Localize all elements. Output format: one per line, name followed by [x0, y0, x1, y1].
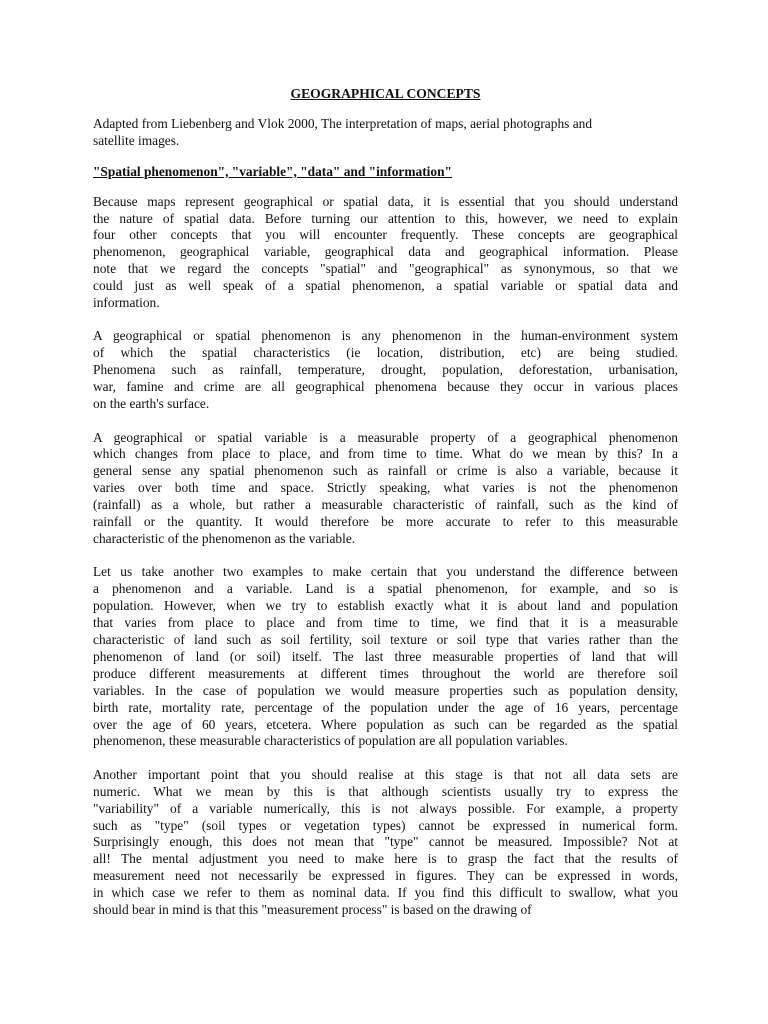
paragraph-line: numeric. What we mean by this is that although scientists usually try to express the	[93, 783, 678, 799]
paragraph-line: variables. In the case of population we would measure properties such as population density,	[93, 682, 678, 698]
paragraph-line: such as "type" (soil types or vegetation types) cannot be expressed in numerical form.	[93, 817, 678, 833]
body-paragraph	[93, 564, 678, 750]
source-line: satellite images.	[93, 132, 180, 148]
paragraph-line: in which case we refer to them as nominal data. If you find this difficult to swallow, what you	[93, 885, 678, 901]
section-heading: "Spatial phenomenon", "variable", "data" and "information"	[93, 163, 452, 179]
paragraph-line: Another important point that you should realise at this stage is that not all data sets are	[93, 766, 678, 782]
source-line: Adapted from Liebenberg and Vlok 2000, The interpretation of maps, aerial photographs and	[93, 115, 593, 131]
paragraph-line: information.	[93, 295, 160, 311]
document-body	[93, 86, 678, 935]
paragraph-line: (rainfall) as a whole, but rather a measurable characteristic of rainfall, such as the kind of	[93, 497, 678, 513]
paragraph-line: population. However, when we try to establish exactly what it is about land and population	[93, 598, 678, 614]
paragraph-line: phenomenon, geographical variable, geographical data and geographical information. Please	[93, 244, 678, 260]
paragraph-line: note that we regard the concepts "spatial" and "geographical" as synonymous, so that we	[93, 261, 678, 277]
paragraph-line: the nature of spatial data. Before turning our attention to this, however, we need to explain	[93, 210, 678, 226]
paragraph-line: all! The mental adjustment you need to make here is to grasp the fact that the results of	[93, 851, 678, 867]
body-paragraph	[93, 430, 678, 548]
page-title: GEOGRAPHICAL CONCEPTS	[290, 86, 481, 101]
paragraph-line: A geographical or spatial variable is a measurable property of a geographical phenomenon	[93, 429, 678, 445]
paragraph-line: "variability" of a variable numerically, this is not always possible. For example, a property	[93, 800, 678, 816]
paragraph-line: war, famine and crime are all geographical phenomena because they occur in various places	[93, 379, 678, 395]
source-citation	[93, 116, 678, 150]
paragraph-line: rainfall or the quantity. It would therefore be more accurate to refer to this measurable	[93, 514, 678, 530]
paragraph-line: a phenomenon and a variable. Land is a spatial phenomenon, for example, and so is	[93, 581, 678, 597]
paragraph-container	[93, 194, 678, 919]
paragraph-line: on the earth's surface.	[93, 396, 210, 412]
paragraph-line: Surprisingly enough, this does not mean that "type" cannot be measured. Impossible? Not at	[93, 834, 678, 850]
paragraph-line: which changes from place to place, and from time to time. What do we mean by this? In a	[93, 446, 678, 462]
body-paragraph	[93, 328, 678, 413]
paragraph-line: four other concepts that you will encounter frequently. These concepts are geographical	[93, 227, 678, 243]
paragraph-line: Let us take another two examples to make certain that you understand the difference between	[93, 564, 678, 580]
paragraph-line: produce different measurements at different times throughout the world are therefore soil	[93, 665, 678, 681]
paragraph-line: could just as well speak of a spatial phenomenon, a spatial variable or spatial data and	[93, 278, 678, 294]
paragraph-line: A geographical or spatial phenomenon is any phenomenon in the human-environment system	[93, 328, 678, 344]
paragraph-line: characteristic of the phenomenon as the variable.	[93, 530, 356, 546]
paragraph-line: characteristic of land such as soil fertility, soil texture or soil type that varies rather than the	[93, 631, 678, 647]
paragraph-line: over the age of 60 years, etcetera. Where population as such can be regarded as the spatial	[93, 716, 678, 732]
paragraph-line: of which the spatial characteristics (ie location, distribution, etc) are being studied.	[93, 345, 678, 361]
paragraph-line: birth rate, mortality rate, percentage of the population under the age of 16 years, percentage	[93, 699, 678, 715]
paragraph-line: should bear in mind is that this "measurement process" is based on the drawing of	[93, 902, 532, 918]
body-paragraph	[93, 767, 678, 919]
paragraph-line: general sense any spatial phenomenon such as rainfall or crime is also a variable, because it	[93, 463, 678, 479]
paragraph-line: phenomenon of land (or soil) itself. The last three measurable properties of land that will	[93, 648, 678, 664]
paragraph-line: Because maps represent geographical or spatial data, it is essential that you should understand	[93, 193, 678, 209]
paragraph-line: measurement need not necessarily be expressed in figures. They can be expressed in words,	[93, 868, 678, 884]
paragraph-line: that varies from place to place and from time to time, we find that it is a measurable	[93, 615, 678, 631]
paragraph-line: varies over both time and space. Strictly speaking, what varies is not the phenomenon	[93, 480, 678, 496]
paragraph-line: phenomenon, these measurable characteristics of population are all population variables.	[93, 733, 568, 749]
paragraph-line: Phenomena such as rainfall, temperature, drought, population, deforestation, urbanisation,	[93, 362, 678, 378]
body-paragraph	[93, 194, 678, 312]
